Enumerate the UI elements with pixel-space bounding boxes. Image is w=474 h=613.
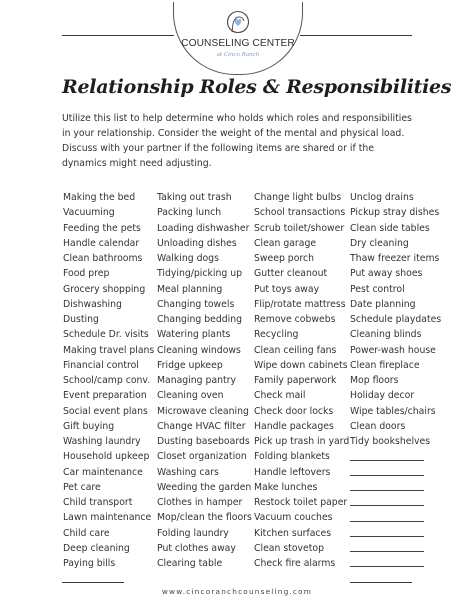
list-item: Thaw freezer items — [350, 253, 440, 264]
list-item: Handle packages — [254, 420, 334, 432]
list-item: Handle calendar — [63, 237, 140, 249]
list-item: Put away shoes — [350, 268, 423, 280]
blank-line — [350, 541, 441, 556]
list-item: Tidy bookshelves — [350, 436, 431, 447]
list-item: Making the bed — [63, 192, 136, 203]
list-item: Wipe down cabinets — [254, 359, 348, 371]
page-title: Relationship Roles & Responsibilities — [62, 76, 452, 98]
list-item: Child care — [63, 527, 110, 539]
footer-rule-right — [350, 582, 412, 583]
list-item: Kitchen surfaces — [254, 527, 332, 539]
list-item: Dishwashing — [63, 298, 122, 310]
blank-line — [350, 465, 441, 480]
list-item: Grocery shopping — [63, 283, 146, 295]
list-item: Mop floors — [350, 375, 399, 386]
checklist-column-1 — [63, 190, 154, 571]
list-item: Change HVAC filter — [157, 420, 246, 432]
list-item: Car maintenance — [63, 466, 143, 478]
list-item: Washing laundry — [63, 436, 141, 447]
list-item: Watering plants — [157, 329, 231, 341]
list-item: Washing cars — [157, 466, 219, 478]
list-item: Check fire alarms — [254, 558, 336, 569]
header-rule-left — [62, 35, 174, 36]
list-item: Taking out trash — [157, 192, 232, 203]
list-item: Cleaning blinds — [350, 329, 422, 341]
list-item: Put toys away — [254, 283, 320, 295]
checklist-column-2 — [157, 190, 252, 571]
footer-website: www.cincoranchcounseling.com — [161, 587, 313, 596]
list-item: Meal planning — [157, 283, 223, 295]
list-item: Pick up trash in yard — [254, 436, 350, 447]
list-item: Cleaning oven — [157, 390, 224, 402]
list-item: Walking dogs — [157, 253, 219, 264]
list-item: Dusting — [63, 314, 99, 325]
list-item: Loading dishwasher — [157, 222, 250, 234]
list-item: Power-wash house — [350, 344, 436, 356]
list-item: Unclog drains — [350, 192, 414, 203]
list-item: Schedule Dr. visits — [63, 329, 149, 341]
list-item: Mop/clean the floors — [157, 512, 252, 524]
list-item: Feeding the pets — [63, 222, 141, 234]
list-item: Pickup stray dishes — [350, 207, 440, 219]
list-item: Restock toilet paper — [254, 497, 348, 508]
list-item: Managing pantry — [157, 375, 237, 386]
list-item: Clean bathrooms — [63, 253, 143, 264]
list-item: Sweep porch — [254, 253, 315, 264]
list-item: Make lunches — [254, 481, 318, 493]
list-item: Making travel plans — [63, 344, 155, 356]
blank-line — [350, 510, 441, 525]
list-item: Folding laundry — [157, 527, 229, 539]
list-item: Cleaning windows — [157, 344, 241, 356]
list-item: Pet care — [63, 481, 101, 493]
list-item: Clean garage — [254, 237, 317, 249]
list-item: Scrub toilet/shower — [254, 222, 345, 234]
list-item: Dry cleaning — [350, 237, 409, 249]
list-item: Dusting baseboards — [157, 436, 250, 447]
list-item: Clearing table — [157, 558, 223, 569]
blank-line — [350, 480, 441, 495]
list-item: School/camp conv. — [63, 375, 151, 386]
logo-title: COUNSELING CENTER — [181, 38, 295, 49]
intro-paragraph: Utilize this list to help determine who holds which roles and responsibilities in your relationship. Consider the weight of the mental and physical load. Discuss with your partner if the following items are shared or if the dynamics might need adjusting. — [62, 113, 412, 169]
list-item: Put clothes away — [157, 542, 236, 554]
list-item: Event preparation — [63, 390, 147, 402]
header-rule-right — [300, 35, 412, 36]
list-item: Gift buying — [63, 420, 115, 432]
checklist-column-4 — [350, 190, 441, 571]
logo-subtitle: at Cinco Ranch — [216, 52, 260, 58]
list-item: Gutter cleanout — [254, 268, 328, 280]
list-item: Schedule playdates — [350, 314, 442, 325]
list-item: Fridge upkeep — [157, 359, 223, 371]
list-item: Deep cleaning — [63, 542, 130, 554]
list-item: Weeding the garden — [157, 481, 252, 493]
list-item: Changing bedding — [157, 314, 243, 325]
footer-rule-left — [62, 582, 124, 583]
logo-badge — [173, 2, 303, 75]
blank-line — [350, 449, 441, 464]
list-item: Pest control — [350, 283, 405, 295]
list-item: Vacuum couches — [254, 512, 333, 524]
list-item: Household upkeep — [63, 451, 150, 463]
blank-line — [350, 526, 441, 541]
list-item: Remove cobwebs — [254, 314, 336, 325]
list-item: Financial control — [63, 359, 139, 371]
list-item: Lawn maintenance — [63, 512, 152, 524]
list-item: Food prep — [63, 268, 110, 280]
list-item: Microwave cleaning — [157, 405, 249, 417]
list-item: Wipe tables/chairs — [350, 405, 436, 417]
list-item: Clean ceiling fans — [254, 344, 337, 356]
blank-line — [350, 556, 441, 571]
list-item: Unloading dishes — [157, 237, 237, 249]
list-item: Folding blankets — [254, 451, 330, 463]
list-item: Changing towels — [157, 298, 235, 310]
list-item: Clothes in hamper — [157, 497, 243, 508]
list-item: Recycling — [254, 329, 299, 341]
list-item: School transactions — [254, 207, 346, 219]
list-item: Family paperwork — [254, 375, 337, 386]
list-item: Clean side tables — [350, 222, 430, 234]
list-item: Child transport — [63, 497, 133, 508]
list-item: Handle leftovers — [254, 466, 331, 478]
list-item: Packing lunch — [157, 207, 222, 219]
checklist-column-3 — [254, 190, 349, 571]
list-item: Clean fireplace — [350, 359, 420, 371]
list-item: Date planning — [350, 298, 416, 310]
list-item: Check mail — [254, 390, 306, 402]
list-item: Tidying/picking up — [157, 268, 242, 280]
list-item: Closet organization — [157, 451, 247, 463]
list-item: Clean doors — [350, 420, 406, 432]
blank-line — [350, 495, 441, 510]
list-item: Change light bulbs — [254, 192, 342, 203]
list-item: Paying bills — [63, 558, 116, 569]
list-item: Check door locks — [254, 405, 334, 417]
list-item: Clean stovetop — [254, 542, 324, 554]
list-item: Holiday decor — [350, 390, 415, 402]
list-item: Social event plans — [63, 405, 148, 417]
list-item: Flip/rotate mattress — [254, 298, 346, 310]
head-heart-icon — [223, 8, 253, 38]
list-item: Vacuuming — [63, 207, 115, 219]
